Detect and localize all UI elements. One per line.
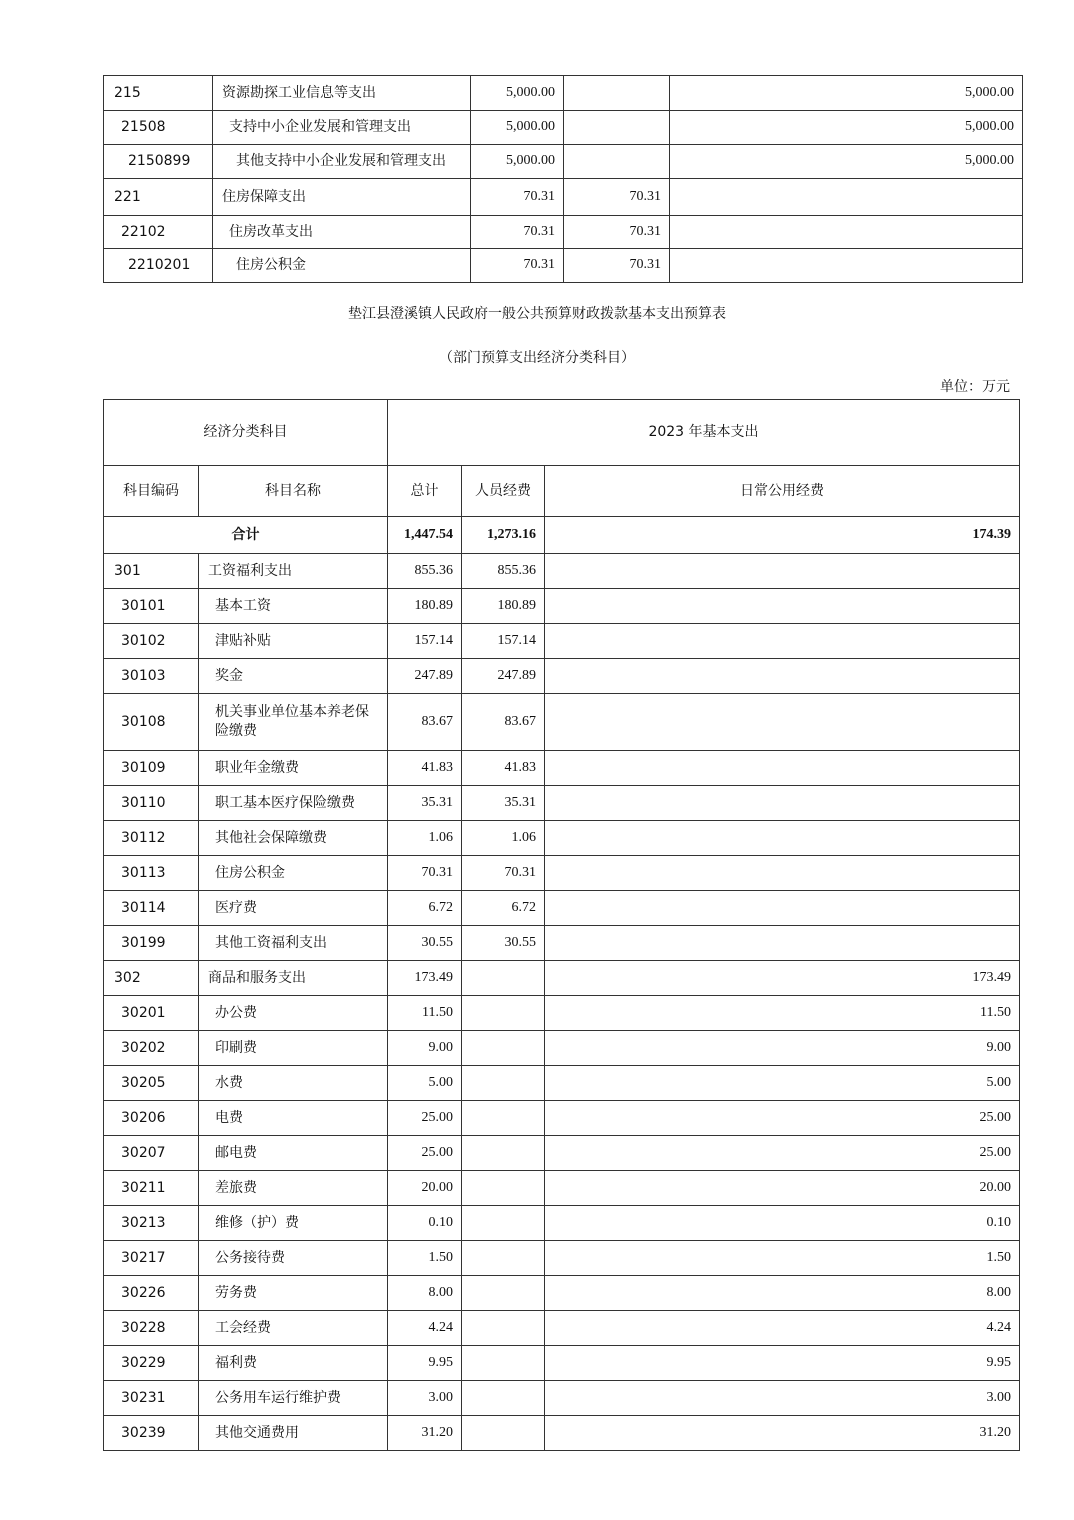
public-value [545,751,1020,786]
table-row [104,1101,1020,1136]
total-value: 1.50 [388,1241,462,1276]
table-row [104,249,1023,283]
table-row [104,1066,1020,1101]
public-value: 9.00 [545,1031,1020,1066]
subject-name: 住房改革支出 [213,216,471,249]
total-value: 180.89 [388,589,462,624]
table-row [104,996,1020,1031]
subject-code: 30201 [104,996,199,1031]
table-row [104,554,1020,589]
total-value: 1.06 [388,821,462,856]
header-personnel: 人员经费 [462,466,545,517]
table-row [104,1276,1020,1311]
table-row [104,961,1020,996]
total-value: 9.95 [388,1346,462,1381]
public-value: 5,000.00 [670,145,1023,179]
personnel-value [564,111,670,145]
personnel-value [462,1311,545,1346]
total-value: 157.14 [388,624,462,659]
header-group-row [104,400,1020,466]
personnel-value [462,1136,545,1171]
personnel-value [462,1101,545,1136]
total-value: 173.49 [388,961,462,996]
personnel-value [462,1031,545,1066]
subject-code: 30217 [104,1241,199,1276]
subject-name: 邮电费 [199,1136,388,1171]
subject-code: 30113 [104,856,199,891]
personnel-value: 70.31 [564,249,670,283]
public-value [545,589,1020,624]
public-value [545,694,1020,751]
table-title: 垫江县澄溪镇人民政府一般公共预算财政拨款基本支出预算表 [348,306,726,322]
total-value: 0.10 [388,1206,462,1241]
subject-code: 30112 [104,821,199,856]
public-value [545,821,1020,856]
subject-code: 30213 [104,1206,199,1241]
total-value: 70.31 [471,179,564,216]
subject-code: 30114 [104,891,199,926]
subject-name: 劳务费 [199,1276,388,1311]
total-value: 70.31 [471,216,564,249]
subject-code: 30211 [104,1171,199,1206]
header-column-row [104,466,1020,517]
subject-code: 30102 [104,624,199,659]
table-row [104,1171,1020,1206]
public-value: 5.00 [545,1066,1020,1101]
public-value: 20.00 [545,1171,1020,1206]
subject-code: 30108 [104,694,199,751]
personnel-value: 855.36 [462,554,545,589]
subject-name: 商品和服务支出 [199,961,388,996]
table-row [104,624,1020,659]
subject-name: 住房公积金 [213,249,471,283]
total-public: 174.39 [545,517,1020,554]
subject-code: 30207 [104,1136,199,1171]
subject-name: 维修（护）费 [199,1206,388,1241]
personnel-value [564,145,670,179]
table-row [104,1416,1020,1451]
subject-name: 公务用车运行维护费 [199,1381,388,1416]
public-value [545,786,1020,821]
subject-code: 30206 [104,1101,199,1136]
table-row [104,1346,1020,1381]
total-label: 合计 [104,517,388,554]
total-value: 6.72 [388,891,462,926]
table-row [104,111,1023,145]
personnel-value: 35.31 [462,786,545,821]
personnel-value: 180.89 [462,589,545,624]
public-value [670,249,1023,283]
table-row [104,751,1020,786]
subject-code: 2150899 [104,145,213,179]
header-public: 日常公用经费 [545,466,1020,517]
total-value: 4.24 [388,1311,462,1346]
personnel-value: 70.31 [564,179,670,216]
header-group-left: 经济分类科目 [104,400,388,466]
public-value [545,624,1020,659]
public-value: 31.20 [545,1416,1020,1451]
total-value: 8.00 [388,1276,462,1311]
public-value: 5,000.00 [670,76,1023,111]
subject-code: 221 [104,179,213,216]
subject-name: 工资福利支出 [199,554,388,589]
personnel-value: 70.31 [564,216,670,249]
subject-name: 资源勘探工业信息等支出 [213,76,471,111]
subject-code: 302 [104,961,199,996]
header-group-right: 2023 年基本支出 [388,400,1020,466]
subject-code: 30229 [104,1346,199,1381]
total-value: 5,000.00 [471,145,564,179]
personnel-value [462,1416,545,1451]
total-value: 41.83 [388,751,462,786]
unit-label: 单位：万元 [940,379,1010,395]
personnel-value: 30.55 [462,926,545,961]
table-row [104,856,1020,891]
total-value: 31.20 [388,1416,462,1451]
personnel-value [462,1241,545,1276]
subject-name: 工会经费 [199,1311,388,1346]
public-value: 4.24 [545,1311,1020,1346]
table-row [104,179,1023,216]
table-row [104,1206,1020,1241]
public-value [545,554,1020,589]
total-value: 70.31 [471,249,564,283]
subject-name: 津贴补贴 [199,624,388,659]
personnel-value [462,1171,545,1206]
total-value: 25.00 [388,1101,462,1136]
total-personnel: 1,273.16 [462,517,545,554]
table-row [104,694,1020,751]
table-row [104,1241,1020,1276]
subject-name: 奖金 [199,659,388,694]
subject-code: 30103 [104,659,199,694]
total-value: 25.00 [388,1136,462,1171]
subject-name: 住房公积金 [199,856,388,891]
subject-name: 基本工资 [199,589,388,624]
total-value: 5.00 [388,1066,462,1101]
total-value: 3.00 [388,1381,462,1416]
header-name: 科目名称 [199,466,388,517]
personnel-value: 1.06 [462,821,545,856]
personnel-value: 247.89 [462,659,545,694]
personnel-value [462,996,545,1031]
table-row [104,1381,1020,1416]
subject-code: 30109 [104,751,199,786]
public-value [545,891,1020,926]
table-row [104,589,1020,624]
subject-name: 机关事业单位基本养老保险缴费 [199,694,388,751]
public-value: 25.00 [545,1101,1020,1136]
subject-name: 其他社会保障缴费 [199,821,388,856]
personnel-value [564,76,670,111]
table-row [104,76,1023,111]
total-value: 5,000.00 [471,76,564,111]
public-value [545,659,1020,694]
subject-code: 30226 [104,1276,199,1311]
total-value: 20.00 [388,1171,462,1206]
subject-name: 福利费 [199,1346,388,1381]
subject-code: 30110 [104,786,199,821]
public-value: 1.50 [545,1241,1020,1276]
header-total: 总计 [388,466,462,517]
public-value: 0.10 [545,1206,1020,1241]
table-row [104,145,1023,179]
total-value: 30.55 [388,926,462,961]
personnel-value [462,1066,545,1101]
basic-expenditure-table [103,399,1020,1451]
total-row [104,517,1020,554]
subject-name: 办公费 [199,996,388,1031]
subject-code: 21508 [104,111,213,145]
table-row [104,659,1020,694]
personnel-value [462,1381,545,1416]
public-value [670,216,1023,249]
personnel-value: 70.31 [462,856,545,891]
public-value: 9.95 [545,1346,1020,1381]
subject-name: 差旅费 [199,1171,388,1206]
public-value: 173.49 [545,961,1020,996]
public-value: 5,000.00 [670,111,1023,145]
personnel-value [462,1276,545,1311]
subject-code: 30202 [104,1031,199,1066]
total-value: 35.31 [388,786,462,821]
subject-code: 30199 [104,926,199,961]
public-value [545,856,1020,891]
header-code: 科目编码 [104,466,199,517]
table-row [104,1136,1020,1171]
total-value: 70.31 [388,856,462,891]
subject-name: 支持中小企业发展和管理支出 [213,111,471,145]
personnel-value [462,1346,545,1381]
subject-name: 住房保障支出 [213,179,471,216]
subject-name: 电费 [199,1101,388,1136]
public-value: 11.50 [545,996,1020,1031]
subject-name: 其他支持中小企业发展和管理支出 [213,145,471,179]
personnel-value: 157.14 [462,624,545,659]
table-row [104,1031,1020,1066]
table-row [104,1311,1020,1346]
total-value: 11.50 [388,996,462,1031]
public-value: 25.00 [545,1136,1020,1171]
table-row [104,786,1020,821]
public-value [545,926,1020,961]
personnel-value: 41.83 [462,751,545,786]
subject-name: 水费 [199,1066,388,1101]
public-value: 8.00 [545,1276,1020,1311]
total-total: 1,447.54 [388,517,462,554]
subject-code: 30231 [104,1381,199,1416]
subject-name: 职业年金缴费 [199,751,388,786]
table-row [104,821,1020,856]
table-row [104,216,1023,249]
subject-name: 职工基本医疗保险缴费 [199,786,388,821]
total-value: 855.36 [388,554,462,589]
personnel-value [462,961,545,996]
total-value: 9.00 [388,1031,462,1066]
top-budget-table [103,75,1023,283]
total-value: 5,000.00 [471,111,564,145]
subject-name: 公务接待费 [199,1241,388,1276]
personnel-value: 83.67 [462,694,545,751]
subject-code: 30205 [104,1066,199,1101]
public-value: 3.00 [545,1381,1020,1416]
subject-code: 215 [104,76,213,111]
subject-code: 2210201 [104,249,213,283]
subject-name: 医疗费 [199,891,388,926]
subject-code: 301 [104,554,199,589]
total-value: 83.67 [388,694,462,751]
total-value: 247.89 [388,659,462,694]
subject-name: 印刷费 [199,1031,388,1066]
subject-code: 30228 [104,1311,199,1346]
table-row [104,926,1020,961]
table-row [104,891,1020,926]
subject-name: 其他交通费用 [199,1416,388,1451]
table-subtitle: （部门预算支出经济分类科目） [439,350,635,366]
subject-code: 22102 [104,216,213,249]
personnel-value: 6.72 [462,891,545,926]
subject-code: 30239 [104,1416,199,1451]
subject-code: 30101 [104,589,199,624]
public-value [670,179,1023,216]
subject-name: 其他工资福利支出 [199,926,388,961]
personnel-value [462,1206,545,1241]
